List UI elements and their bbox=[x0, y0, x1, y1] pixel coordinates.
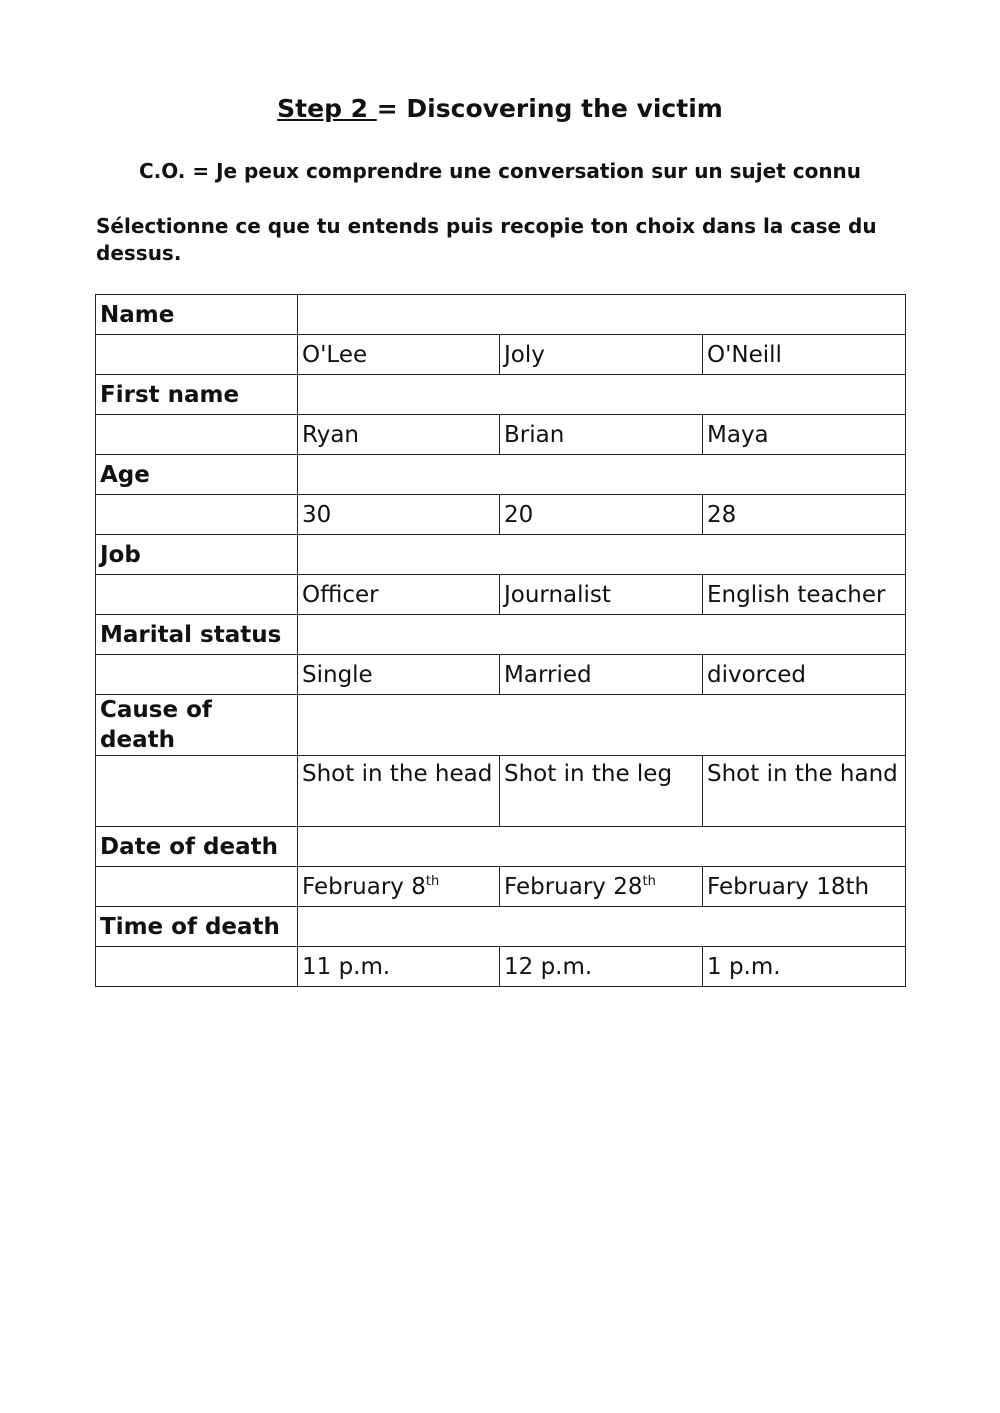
blank-cell bbox=[96, 655, 298, 695]
option-cell[interactable]: 20 bbox=[500, 495, 703, 535]
options-row bbox=[96, 756, 906, 827]
row-label: First name bbox=[96, 375, 298, 415]
answer-cell[interactable] bbox=[298, 695, 906, 756]
answer-cell[interactable] bbox=[298, 535, 906, 575]
blank-cell bbox=[96, 947, 298, 987]
option-text: February 18th bbox=[707, 873, 870, 900]
option-cell[interactable]: O'Lee bbox=[298, 335, 500, 375]
answer-cell[interactable] bbox=[298, 455, 906, 495]
blank-cell bbox=[96, 415, 298, 455]
option-cell[interactable]: 11 p.m. bbox=[298, 947, 500, 987]
ordinal-suffix: th bbox=[425, 873, 440, 889]
row-label: Date of death bbox=[96, 827, 298, 867]
option-cell[interactable]: Ryan bbox=[298, 415, 500, 455]
options-row bbox=[96, 655, 906, 695]
option-cell[interactable]: Married bbox=[500, 655, 703, 695]
option-cell[interactable]: Journalist bbox=[500, 575, 703, 615]
ordinal-suffix: th bbox=[642, 873, 656, 889]
answer-row bbox=[96, 375, 906, 415]
instruction-text: Sélectionne ce que tu entends puis recopie ton choix dans la case du dessus. bbox=[96, 214, 877, 265]
option-cell[interactable]: English teacher bbox=[703, 575, 906, 615]
answer-cell[interactable] bbox=[298, 295, 906, 335]
option-cell[interactable] bbox=[298, 867, 500, 907]
options-row bbox=[96, 415, 906, 455]
option-cell[interactable]: O'Neill bbox=[703, 335, 906, 375]
options-row bbox=[96, 335, 906, 375]
answer-row bbox=[96, 615, 906, 655]
option-cell[interactable]: Single bbox=[298, 655, 500, 695]
blank-cell bbox=[96, 495, 298, 535]
option-cell[interactable]: 30 bbox=[298, 495, 500, 535]
answer-cell[interactable] bbox=[298, 375, 906, 415]
answer-cell[interactable] bbox=[298, 827, 906, 867]
options-row bbox=[96, 947, 906, 987]
option-cell[interactable]: 12 p.m. bbox=[500, 947, 703, 987]
answer-cell[interactable] bbox=[298, 615, 906, 655]
blank-cell bbox=[96, 335, 298, 375]
title-step: Step 2 bbox=[277, 94, 377, 123]
answer-row bbox=[96, 695, 906, 756]
option-cell[interactable]: Officer bbox=[298, 575, 500, 615]
options-row bbox=[96, 575, 906, 615]
blank-cell bbox=[96, 867, 298, 907]
option-text: February 8 bbox=[302, 873, 426, 900]
row-label: Job bbox=[96, 535, 298, 575]
option-cell[interactable]: Brian bbox=[500, 415, 703, 455]
option-cell[interactable]: 28 bbox=[703, 495, 906, 535]
answer-cell[interactable] bbox=[298, 907, 906, 947]
page-title bbox=[0, 94, 1000, 123]
row-label: Cause of death bbox=[96, 695, 298, 756]
option-cell[interactable] bbox=[500, 867, 703, 907]
answer-row bbox=[96, 295, 906, 335]
answer-row bbox=[96, 455, 906, 495]
option-cell[interactable] bbox=[703, 867, 906, 907]
blank-cell bbox=[96, 575, 298, 615]
option-cell[interactable]: Joly bbox=[500, 335, 703, 375]
option-cell[interactable]: Maya bbox=[703, 415, 906, 455]
blank-cell bbox=[96, 756, 298, 827]
options-row bbox=[96, 867, 906, 907]
answer-row bbox=[96, 907, 906, 947]
row-label: Time of death bbox=[96, 907, 298, 947]
answer-row bbox=[96, 535, 906, 575]
option-text: February 28 bbox=[504, 873, 643, 900]
option-cell[interactable]: Shot in the hand bbox=[703, 756, 906, 827]
row-label: Name bbox=[96, 295, 298, 335]
subtitle: C.O. = Je peux comprendre une conversation sur un sujet connu bbox=[138, 159, 862, 183]
option-cell[interactable]: 1 p.m. bbox=[703, 947, 906, 987]
victim-table bbox=[95, 294, 906, 987]
option-cell[interactable]: Shot in the leg bbox=[500, 756, 703, 827]
row-label: Age bbox=[96, 455, 298, 495]
row-label: Marital status bbox=[96, 615, 298, 655]
answer-row bbox=[96, 827, 906, 867]
title-text: = Discovering the victim bbox=[376, 94, 723, 123]
option-cell[interactable]: divorced bbox=[703, 655, 906, 695]
option-cell[interactable]: Shot in the head bbox=[298, 756, 500, 827]
options-row bbox=[96, 495, 906, 535]
